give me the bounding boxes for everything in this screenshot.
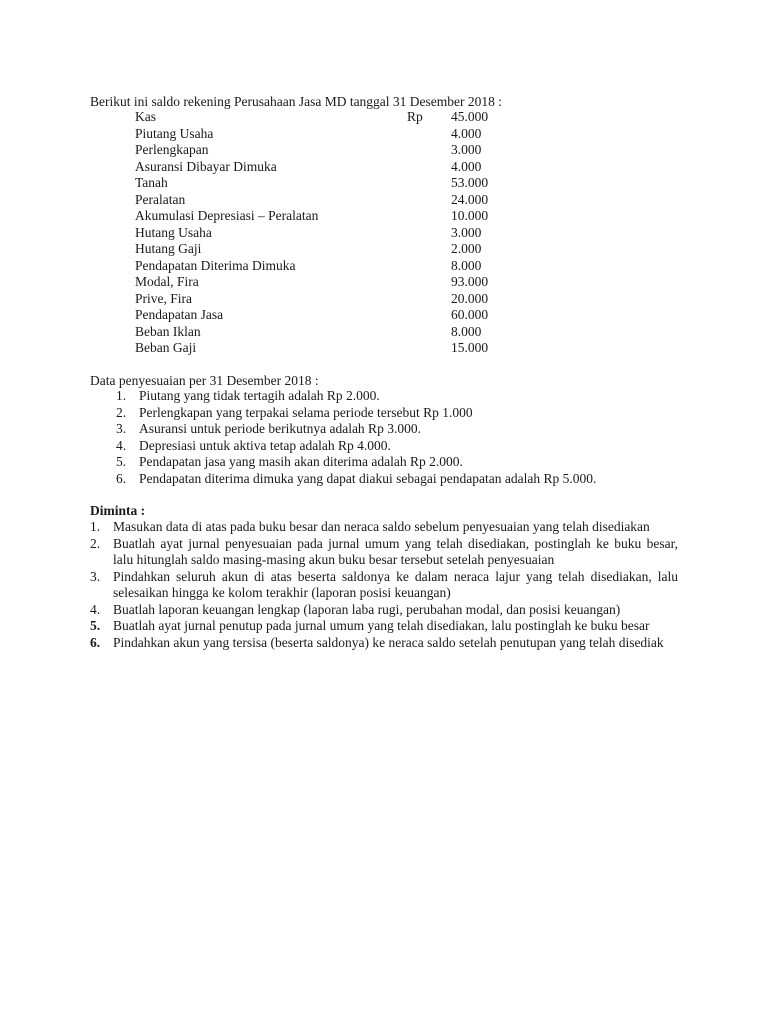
item-text: Depresiasi untuk aktiva tetap adalah Rp 4.000. xyxy=(139,437,391,453)
item-number: 3. xyxy=(90,568,101,584)
account-row xyxy=(0,274,768,291)
account-name: Asuransi Dibayar Dimuka xyxy=(135,158,277,174)
account-name: Pendapatan Diterima Dimuka xyxy=(135,257,296,273)
account-name: Hutang Gaji xyxy=(135,241,202,256)
item-text-line: Buatlah ayat jurnal penutup pada jurnal umum yang telah disediakan, lalu postinglah ke buku besar xyxy=(113,618,650,633)
account-value: 93.000 xyxy=(451,274,489,289)
item-text: Perlengkapan yang terpakai selama periode tersebut Rp 1.000 xyxy=(139,404,473,420)
account-row xyxy=(0,175,768,192)
adjustments-title: Data penyesuaian per 31 Desember 2018 : xyxy=(90,373,319,388)
account-row xyxy=(0,142,768,159)
account-name: Akumulasi Depresiasi – Peralatan xyxy=(135,208,319,223)
item-text-line: Buatlah ayat jurnal penyesuaian pada jurnal umum yang telah disediakan, postinglah ke buku besar, xyxy=(113,535,678,551)
account-name: Modal, Fira xyxy=(135,274,199,289)
item-number: 1. xyxy=(116,388,127,403)
list-item xyxy=(0,454,768,471)
item-number: 4. xyxy=(90,601,101,617)
account-value: 2.000 xyxy=(451,241,482,256)
account-name: Kas xyxy=(135,109,156,124)
account-name: Beban Gaji xyxy=(135,340,197,355)
account-row xyxy=(0,258,768,275)
list-item xyxy=(0,405,768,422)
intro-text: Berikut ini saldo rekening Perusahaan Jasa MD tanggal 31 Desember 2018 : xyxy=(90,94,503,109)
list-item xyxy=(0,388,768,405)
item-text xyxy=(113,618,678,635)
item-text xyxy=(113,635,678,652)
account-name: Beban Iklan xyxy=(135,323,201,339)
item-text-line: Buatlah laporan keuangan lengkap (laporan laba rugi, perubahan modal, dan posisi keuangan) xyxy=(113,601,621,617)
item-number: 5. xyxy=(90,618,101,633)
item-number: 6. xyxy=(90,634,101,650)
account-name: Perlengkapan xyxy=(135,142,209,157)
item-number: 6. xyxy=(116,470,127,486)
account-value: 8.000 xyxy=(451,257,482,273)
account-value: 15.000 xyxy=(451,340,489,355)
item-text-line: Pindahkan seluruh akun di atas beserta saldonya ke dalam neraca lajur yang telah disediakan, lalu xyxy=(113,568,678,584)
account-value: 3.000 xyxy=(451,224,482,240)
account-row xyxy=(0,126,768,143)
account-value: 4.000 xyxy=(451,125,482,141)
account-name: Hutang Usaha xyxy=(135,224,212,240)
account-row xyxy=(0,159,768,176)
account-row xyxy=(0,109,768,126)
item-number: 2. xyxy=(90,535,101,551)
account-value: 60.000 xyxy=(451,307,489,322)
item-text: Pendapatan diterima dimuka yang dapat diakui sebagai pendapatan adalah Rp 5.000. xyxy=(139,470,597,486)
account-name: Peralatan xyxy=(135,191,186,207)
item-number: 2. xyxy=(116,404,127,420)
account-row xyxy=(0,307,768,324)
item-text xyxy=(113,519,678,536)
account-value: 10.000 xyxy=(451,208,489,223)
account-name: Tanah xyxy=(135,175,168,190)
account-row xyxy=(0,324,768,341)
account-row xyxy=(0,241,768,258)
account-name: Pendapatan Jasa xyxy=(135,307,224,322)
item-text: Piutang yang tidak tertagih adalah Rp 2.000. xyxy=(139,388,380,403)
account-value: 45.000 xyxy=(451,109,489,124)
item-text-line: Pindahkan akun yang tersisa (beserta saldonya) ke neraca saldo setelah penutupan yang telah disediak xyxy=(113,634,664,650)
item-text xyxy=(113,536,678,569)
item-number: 5. xyxy=(116,454,127,469)
item-text xyxy=(113,602,678,619)
currency-label: Rp xyxy=(407,109,423,124)
account-value: 4.000 xyxy=(451,158,482,174)
account-name: Piutang Usaha xyxy=(135,125,214,141)
account-row xyxy=(0,192,768,209)
account-value: 24.000 xyxy=(451,191,489,207)
requirements-title: Diminta : xyxy=(90,503,146,518)
item-number: 1. xyxy=(90,519,101,534)
item-text-line: selesaikan hingga ke kolom terakhir (laporan posisi keuangan) xyxy=(113,585,451,600)
account-row xyxy=(0,225,768,242)
list-item xyxy=(0,471,768,488)
item-text: Asuransi untuk periode berikutnya adalah Rp 3.000. xyxy=(139,421,421,436)
account-name: Prive, Fira xyxy=(135,290,192,306)
list-item xyxy=(0,421,768,438)
item-text-line: lalu hitunglah saldo masing-masing akun buku besar tersebut setelah penyesuaian xyxy=(113,552,555,567)
account-value: 3.000 xyxy=(451,142,482,157)
account-row xyxy=(0,340,768,357)
account-value: 20.000 xyxy=(451,290,489,306)
item-text xyxy=(113,569,678,602)
account-row xyxy=(0,291,768,308)
item-text-line: Masukan data di atas pada buku besar dan neraca saldo sebelum penyesuaian yang telah disediakan xyxy=(113,519,650,534)
account-value: 8.000 xyxy=(451,323,482,339)
list-item xyxy=(0,438,768,455)
item-number: 4. xyxy=(116,437,127,453)
item-text: Pendapatan jasa yang masih akan diterima adalah Rp 2.000. xyxy=(139,454,463,469)
item-number: 3. xyxy=(116,421,127,436)
account-row xyxy=(0,208,768,225)
account-value: 53.000 xyxy=(451,175,489,190)
